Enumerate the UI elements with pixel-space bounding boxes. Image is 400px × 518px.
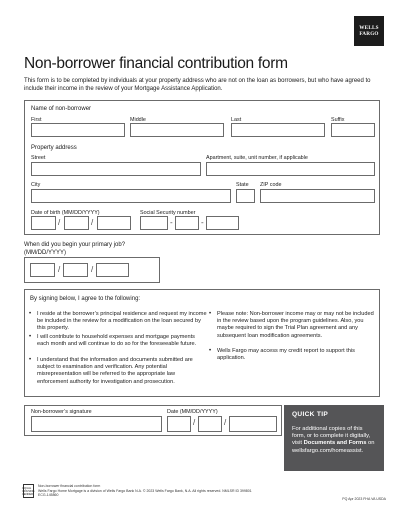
quick-tip-title: QUICK TIP [292,411,329,418]
agreement-right-item: • Wells Fargo may access my credit report to support this application. [217,348,377,362]
dob-month-input[interactable] [31,216,56,230]
last-name-input[interactable] [231,123,325,137]
wells-fargo-logo: WELLS FARGO [354,16,384,46]
ssn-separator: - [170,218,173,227]
signature-input[interactable] [31,416,162,432]
agreement-section [24,289,380,397]
address-section-label: Property address [31,145,77,151]
form-code: PQ Apr 2023 FHA VA USDA [342,497,386,501]
agreement-left-item: • I reside at the borrower’s principal residence and request my income be included in the review for a modification on the loan secured by this property. [37,311,207,333]
job-day-input[interactable] [63,263,88,277]
city-input[interactable] [31,189,231,203]
state-label: State [236,182,249,188]
signature-date-separator: / [224,418,227,427]
quick-tip-body: For additional copies of this form, or to complete it digitally, visit Documents and Forms on wellsfargo.com/homeassist. [292,426,375,454]
primary-job-question: When did you begin your primary job? (MM/DD/YYYY) [24,242,126,256]
name-section-label: Name of non-borrower [31,106,92,112]
apartment-input[interactable] [206,162,375,176]
documents-forms-link[interactable]: Documents and Forms [303,440,367,447]
agreement-right-item: • Please note: Non-borrower income may or may not be included in the review based upon the program guidelines. Also, you maybe required to sign the Trial Plan agreement and any subsequent loan modification agreements. [217,311,377,340]
suffix-label: Suffix [331,117,345,123]
equal-housing-lender-icon: EQUAL HOUSING LENDER [23,484,34,498]
form-intro: This form is to be completed by individuals at your property address who are not on the loan as borrowers, but who have agreed to include their income in the review of your Mortgage Assistance Application. [24,78,371,92]
middle-name-label: Middle [130,117,146,123]
ssn-label: Social Security number [140,210,196,216]
signature-date-separator: / [193,418,196,427]
agreement-left-item: • I understand that the information and documents submitted are subject to examination and verification. Any potential misrepresentation will be referred to the appropriate law enforcement authority for investigation and prosecution. [37,357,207,386]
signature-section [24,405,282,436]
applicant-info-section [24,100,380,235]
suffix-input[interactable] [331,123,375,137]
middle-name-input[interactable] [130,123,224,137]
street-label: Street [31,155,46,161]
signature-day-input[interactable] [198,416,222,432]
job-month-input[interactable] [30,263,55,277]
signature-year-input[interactable] [229,416,277,432]
dob-label: Date of birth (MM/DD/YYYY) [31,210,100,216]
state-input[interactable] [236,189,255,203]
footer-legal: Non-borrower financial contribution form Wells Fargo Home Mortgage is a division of Wells Fargo Bank N.A. © 2023 Wells Fargo Bank, N.A. All rights reserved. NMLSR ID 399801 ECG-145860 [38,484,252,497]
street-input[interactable] [31,162,201,176]
first-name-input[interactable] [31,123,125,137]
ssn-part2-input[interactable] [175,216,199,230]
ssn-part3-input[interactable] [206,216,239,230]
zip-label: ZIP code [260,182,282,188]
signature-month-input[interactable] [167,416,191,432]
job-year-input[interactable] [96,263,129,277]
form-title: Non-borrower financial contribution form [24,55,288,72]
job-date-separator: / [58,265,61,274]
dob-separator: / [91,218,94,227]
agreement-left-item: • I will contribute to household expenses and mortgage payments each month and will continue to do so for the foreseeable future. [37,334,207,348]
dob-year-input[interactable] [97,216,131,230]
signature-label: Non-borrower’s signature [31,409,92,415]
last-name-label: Last [231,117,242,123]
first-name-label: First [31,117,42,123]
apartment-label: Apartment, suite, unit number, if applicable [206,155,308,161]
job-date-separator: / [91,265,94,274]
dob-day-input[interactable] [64,216,89,230]
ssn-separator: - [201,218,204,227]
zip-input[interactable] [260,189,375,203]
ssn-part1-input[interactable] [140,216,168,230]
quick-tip-panel [284,405,384,471]
city-label: City [31,182,41,188]
signature-date-label: Date (MM/DD/YYYY) [167,409,218,415]
dob-separator: / [58,218,61,227]
agreement-intro: By signing below, I agree to the following: [30,296,141,302]
primary-job-date-section [24,257,160,283]
